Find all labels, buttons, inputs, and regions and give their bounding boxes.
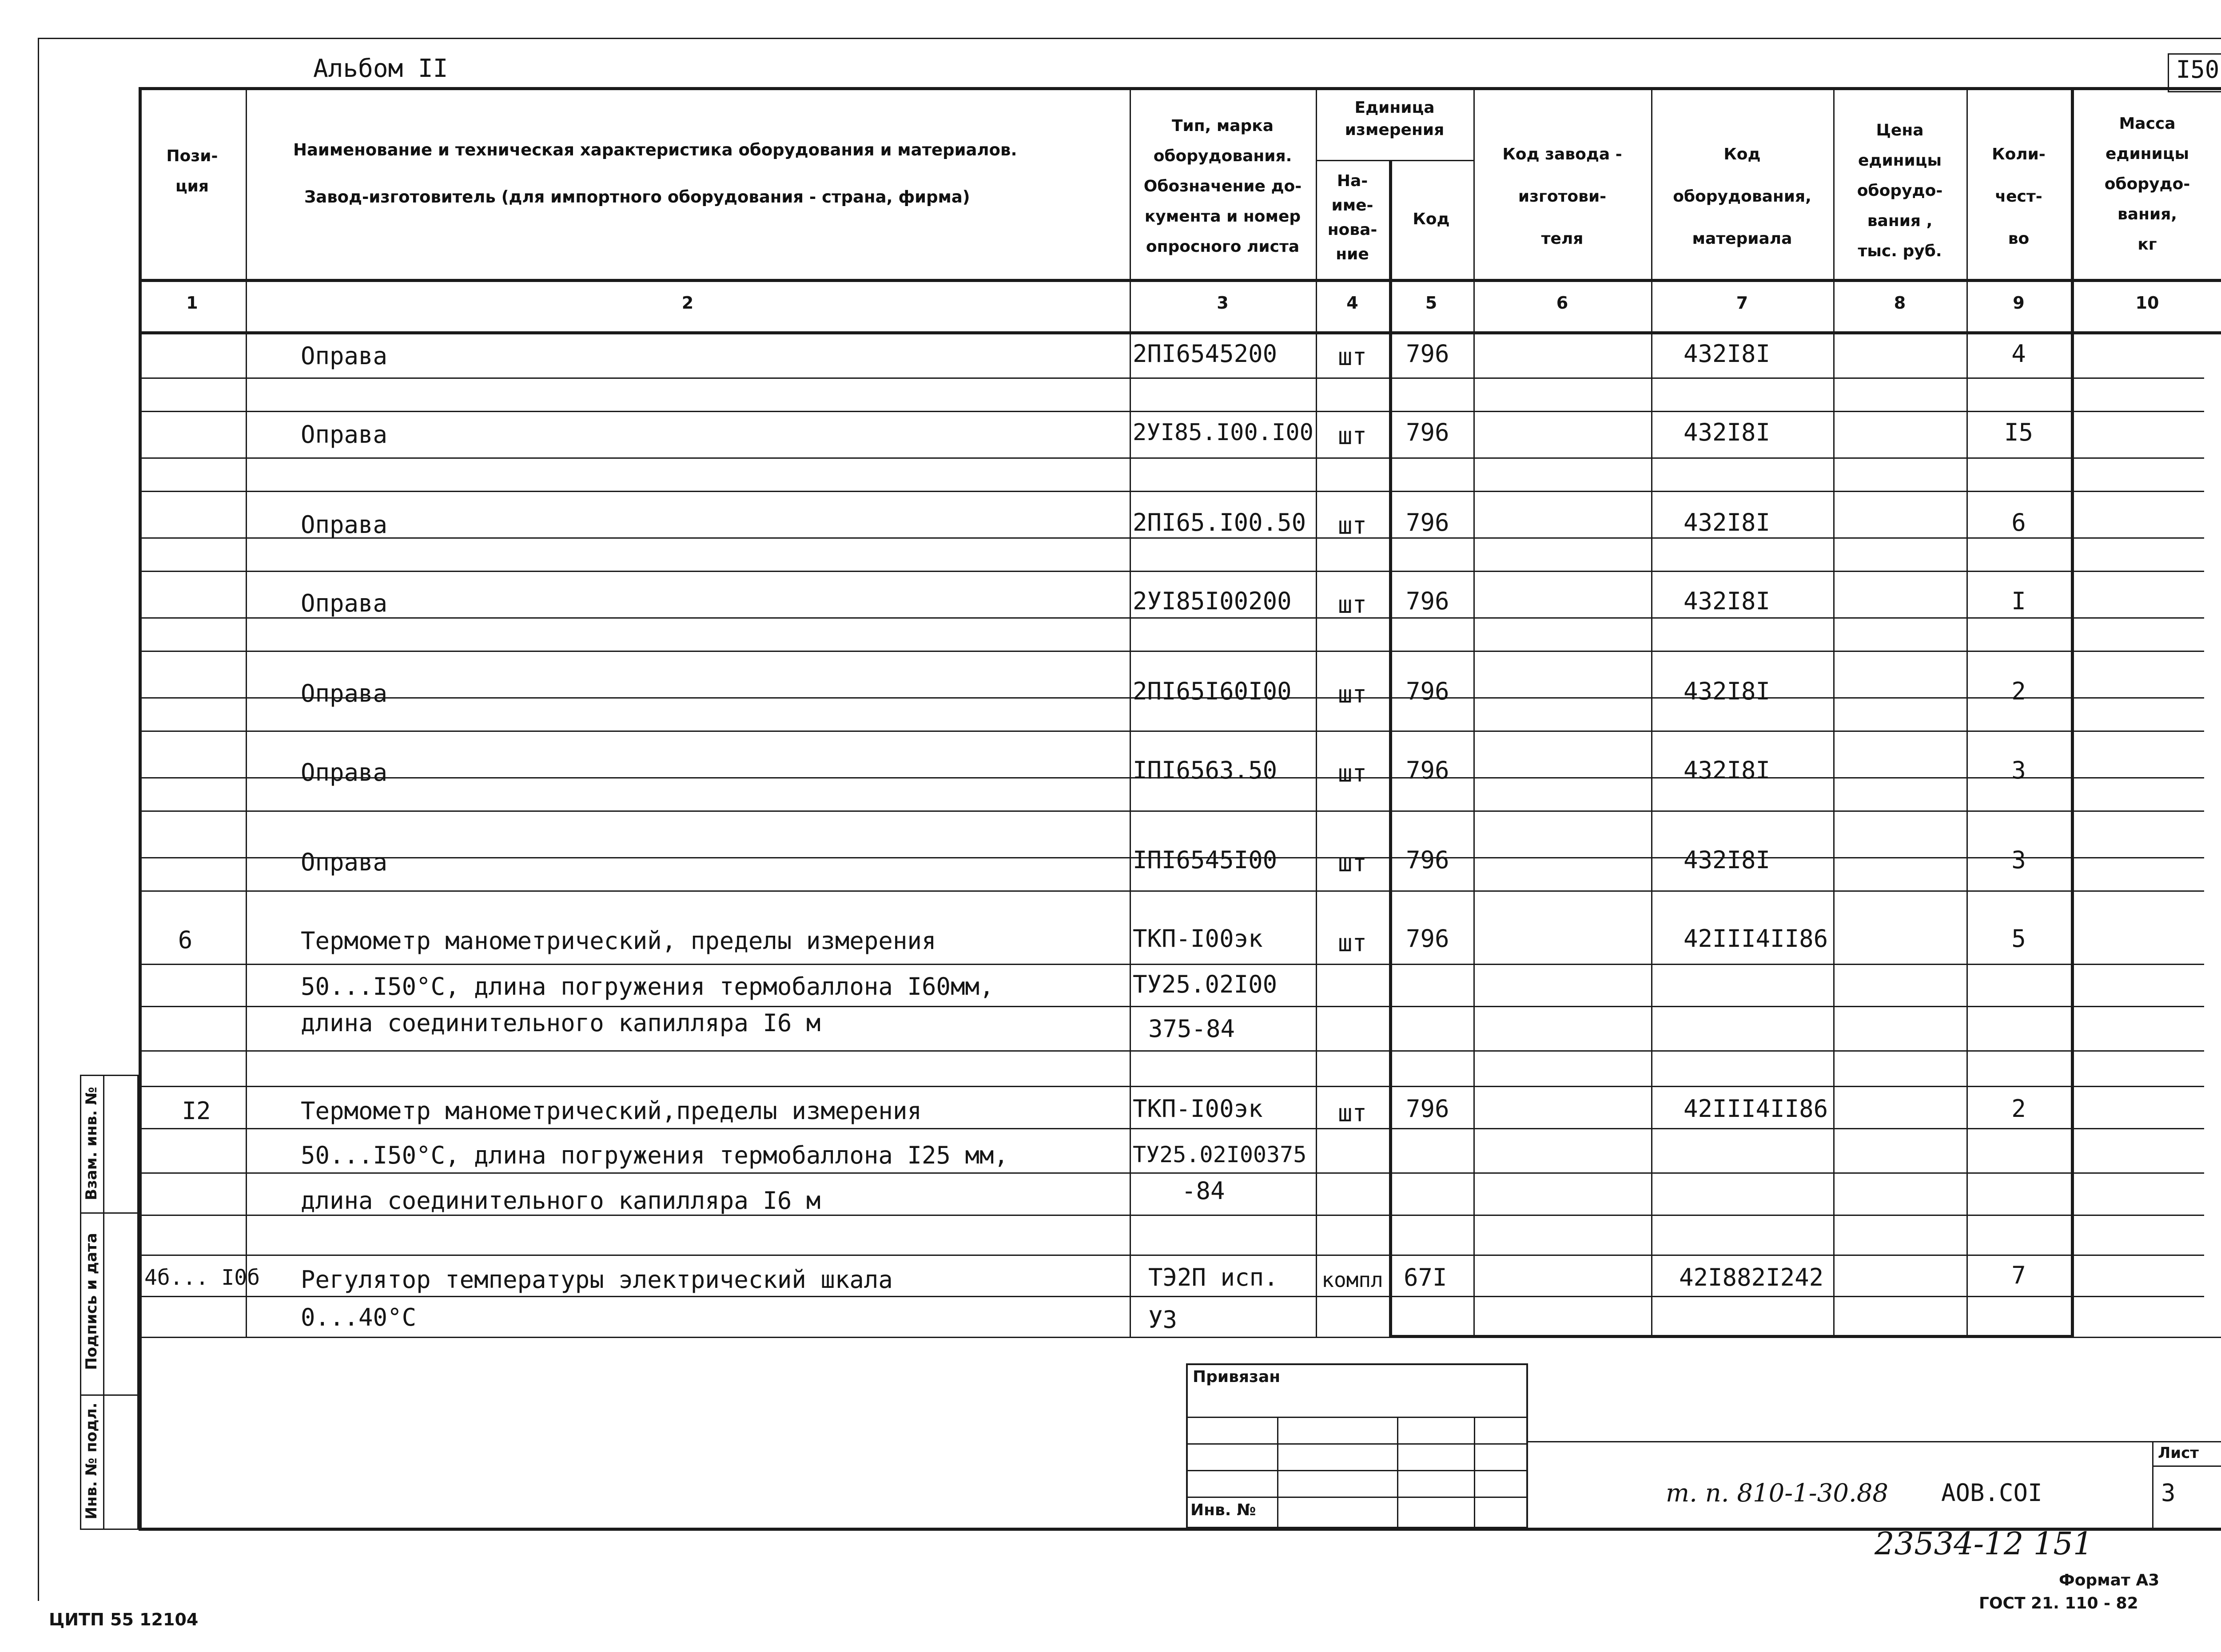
stamp-designation: т. п. 810-1-30.88 xyxy=(1666,1479,1889,1508)
item-name-line2: 50...I50°С, длина погружения термобаллона I25 мм, xyxy=(301,1141,1009,1169)
item-unit-code: 796 xyxy=(1406,418,1449,446)
item-unit-code: 796 xyxy=(1406,756,1449,784)
album-title: Альбом II xyxy=(313,54,448,83)
item-equipment-code: 42III4II86 xyxy=(1684,1095,1828,1123)
stamp-document-code: АОВ.СОI xyxy=(1941,1479,2042,1507)
column-number: 4 xyxy=(1346,293,1358,313)
format-label: Формат А3 xyxy=(2059,1571,2160,1589)
item-name: Оправа xyxy=(301,758,388,786)
item-name: Оправа xyxy=(301,589,388,617)
item-quantity: I5 xyxy=(2004,418,2034,446)
header-equipment-code: Код оборудования, материала xyxy=(1673,145,1811,248)
item-equipment-code: 432I8I xyxy=(1684,418,1771,446)
item-equipment-code: 432I8I xyxy=(1684,587,1771,615)
item-type-line2: У3 xyxy=(1148,1306,1178,1334)
item-unit: шт xyxy=(1337,512,1367,540)
item-name-line3: длина соединительного капилляра I6 м xyxy=(301,1187,821,1215)
item-quantity: 5 xyxy=(2011,925,2026,953)
column-number: 2 xyxy=(681,293,694,313)
column-number: 9 xyxy=(2013,293,2025,313)
header-position: Пози- ция xyxy=(166,147,218,195)
item-unit-code: 796 xyxy=(1406,677,1449,705)
item-name: Оправа xyxy=(301,342,388,370)
item-type-line3: 375-84 xyxy=(1148,1015,1235,1043)
item-position: 6 xyxy=(178,926,193,954)
header-unit-group: Единица измерения xyxy=(1345,99,1445,139)
item-name: Оправа xyxy=(301,848,388,876)
item-quantity: 3 xyxy=(2011,846,2026,874)
column-number: 5 xyxy=(1425,293,1437,313)
item-name-line3: длина соединительного капилляра I6 м xyxy=(301,1009,821,1037)
header-factory-code: Код завода - изготови- теля xyxy=(1502,145,1622,248)
item-quantity: 6 xyxy=(2011,508,2026,536)
item-equipment-code: 432I8I xyxy=(1684,508,1771,536)
item-type: IПI6545I00 xyxy=(1133,846,1278,874)
item-unit: шт xyxy=(1337,591,1367,619)
item-equipment-code: 432I8I xyxy=(1684,677,1771,705)
page-number: I50 xyxy=(2176,56,2220,83)
item-type: IПI6563.50 xyxy=(1133,756,1278,784)
header-manufacturer: Завод-изготовитель (для импортного оборудования - страна, фирма) xyxy=(304,187,970,206)
stamp-bound-label: Привязан xyxy=(1193,1368,1281,1386)
item-type: 2УI85.I00.I00 xyxy=(1133,419,1313,446)
item-quantity: 4 xyxy=(2011,340,2026,368)
item-unit: шт xyxy=(1337,759,1367,787)
side-label-replaced: Взам. инв. № xyxy=(83,1087,100,1200)
item-unit: шт xyxy=(1337,849,1367,877)
item-type-line2: ТУ25.02I00375 xyxy=(1133,1142,1307,1168)
column-number: 8 xyxy=(1894,293,1906,313)
item-unit: шт xyxy=(1337,343,1367,371)
item-quantity: 2 xyxy=(2011,1095,2026,1123)
frame-left xyxy=(38,38,39,1601)
item-unit-code: 796 xyxy=(1406,587,1449,615)
item-unit-code: 796 xyxy=(1406,846,1449,874)
side-label-inventory: Инв. № подл. xyxy=(83,1402,100,1520)
item-type: 2УI85I00200 xyxy=(1133,587,1292,615)
frame-top xyxy=(38,38,2221,39)
header-mass: Масса единицы оборудо- вания, кг xyxy=(2104,115,2190,254)
item-name: Оправа xyxy=(301,679,388,707)
item-unit-code: 796 xyxy=(1406,340,1449,368)
item-unit: шт xyxy=(1337,1099,1367,1127)
handwritten-document-code: 23534-12 151 xyxy=(1875,1525,2093,1562)
item-type-line2: ТУ25.02I00 xyxy=(1133,970,1278,998)
item-name: Термометр манометрический,пределы измерения xyxy=(301,1097,922,1125)
header-unit-name: На- име- нова- ние xyxy=(1327,172,1377,263)
item-unit-code: 796 xyxy=(1406,1095,1449,1123)
item-quantity: 3 xyxy=(2011,756,2026,784)
stamp-sheet-label: Лист xyxy=(2158,1444,2199,1462)
item-type: ТКП-I00эк xyxy=(1133,1095,1263,1123)
item-unit-code: 796 xyxy=(1406,508,1449,536)
item-quantity: 7 xyxy=(2011,1261,2026,1289)
item-equipment-code: 42III4II86 xyxy=(1684,925,1828,953)
header-unit-code: Код xyxy=(1413,210,1450,228)
item-equipment-code: 42I882I242 xyxy=(1679,1263,1824,1291)
header-type: Тип, марка оборудования. Обозначение до- кумента и номер опросного листа xyxy=(1143,117,1302,256)
item-name-line2: 50...I50°С, длина погружения термобаллона I60мм, xyxy=(301,973,994,1001)
item-equipment-code: 432I8I xyxy=(1684,340,1771,368)
column-number: 10 xyxy=(2135,293,2159,313)
item-quantity: 2 xyxy=(2011,677,2026,705)
column-number: 6 xyxy=(1556,293,1568,313)
item-position: I2 xyxy=(182,1097,211,1125)
gost-label: ГОСТ 21. 110 - 82 xyxy=(1979,1594,2138,1612)
column-number: 7 xyxy=(1736,293,1748,313)
item-name: Оправа xyxy=(301,421,388,449)
stamp-inventory-label: Инв. № xyxy=(1190,1501,1256,1519)
stamp-sheet-value: 3 xyxy=(2161,1479,2176,1507)
item-name: Оправа xyxy=(301,511,388,539)
item-type: 2ПI65.I00.50 xyxy=(1133,508,1306,536)
header-name: Наименование и техническая характеристика оборудования и материалов. xyxy=(293,140,1017,159)
item-name-line2: 0...40°С xyxy=(301,1303,417,1331)
item-unit: шт xyxy=(1337,680,1367,708)
item-equipment-code: 432I8I xyxy=(1684,756,1771,784)
item-type: 2ПI65I60I00 xyxy=(1133,677,1292,705)
item-type: ТЭ2П исп. xyxy=(1148,1263,1278,1291)
side-label-signature: Подпись и дата xyxy=(83,1233,100,1370)
item-name: Термометр манометрический, пределы измерения xyxy=(301,927,936,955)
bottom-left-code: ЦИТП 55 12104 xyxy=(49,1610,199,1629)
column-number: 1 xyxy=(186,293,198,313)
column-number: 3 xyxy=(1217,293,1229,313)
item-position: 4б... I0б xyxy=(144,1265,260,1290)
item-unit: компл xyxy=(1321,1268,1383,1292)
item-unit-code: 796 xyxy=(1406,925,1449,953)
header-quantity: Коли- чест- во xyxy=(1992,145,2046,248)
item-equipment-code: 432I8I xyxy=(1684,846,1771,874)
item-type-line3: -84 xyxy=(1182,1177,1225,1205)
item-unit: шт xyxy=(1337,929,1367,957)
item-type: 2ПI6545200 xyxy=(1133,340,1278,368)
item-unit: шт xyxy=(1337,422,1367,450)
header-price: Цена единицы оборудо- вания , тыс. руб. xyxy=(1857,121,1943,260)
item-quantity: I xyxy=(2011,587,2026,615)
item-name: Регулятор температуры электрический шкала xyxy=(301,1266,893,1294)
item-unit-code: 67I xyxy=(1404,1263,1447,1291)
item-type: ТКП-I00эк xyxy=(1133,925,1263,953)
